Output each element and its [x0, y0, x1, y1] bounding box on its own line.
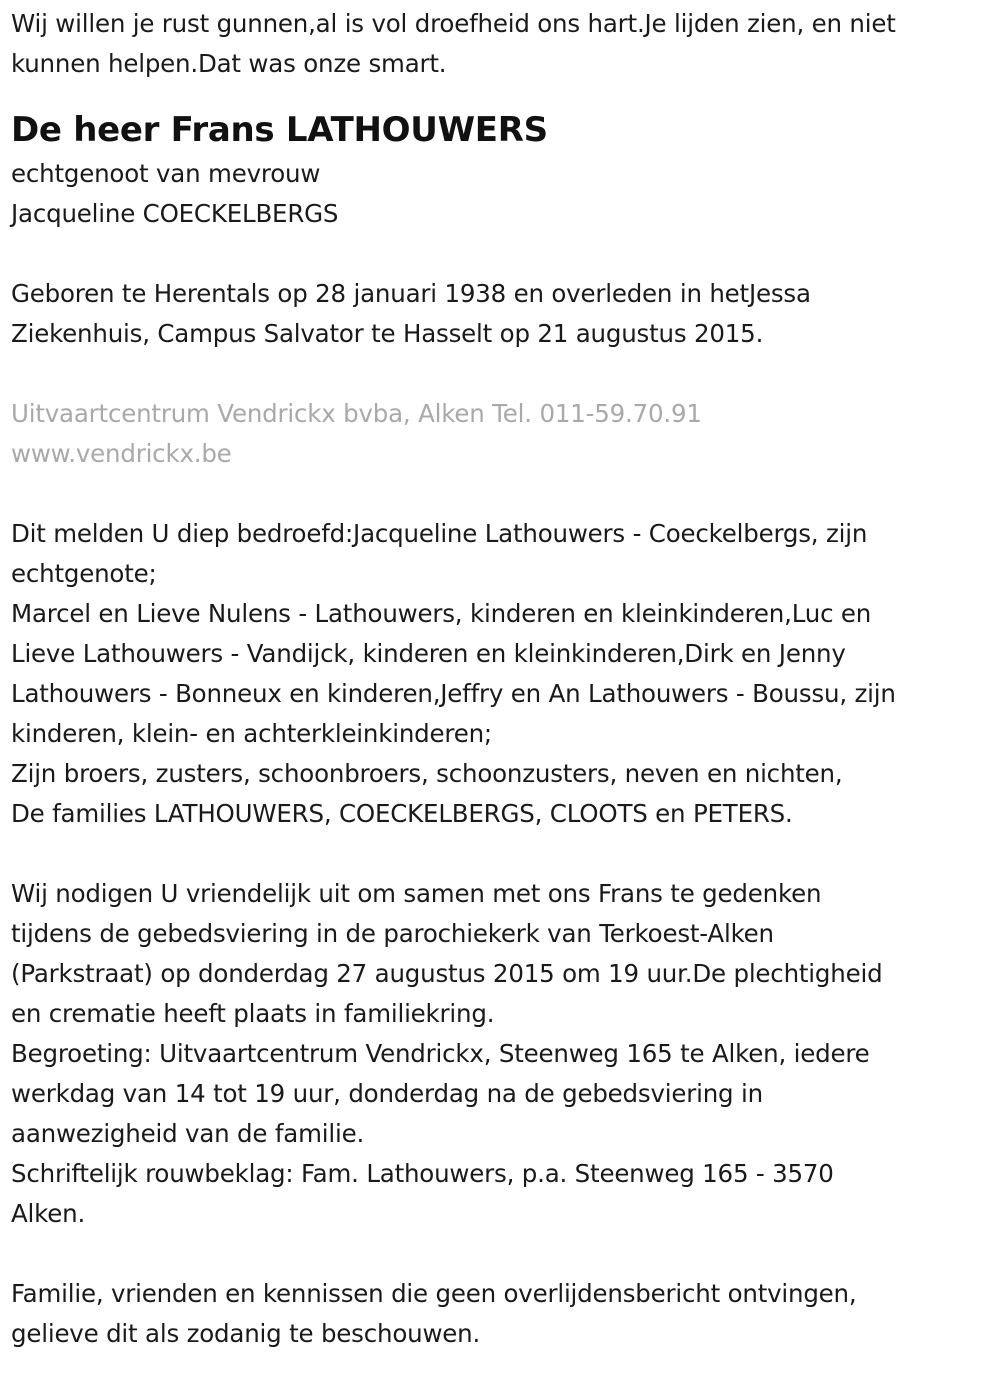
announcement-line: Lieve Lathouwers - Vandijck, kinderen en kleinkinderen,Dirk en Jenny [11, 639, 846, 668]
intro-line: kunnen helpen.Dat was onze smart. [11, 49, 447, 78]
intro-verse [11, 4, 993, 84]
spouse-line: echtgenoot van mevrouw [11, 159, 321, 188]
announcement-line: Marcel en Lieve Nulens - Lathouwers, kinderen en kleinkinderen,Luc en [11, 599, 872, 628]
ceremony-line: Alken. [11, 1199, 86, 1228]
ceremony-line: en crematie heeft plaats in familiekring. [11, 999, 495, 1028]
ceremony-details [11, 874, 993, 1234]
spacer [11, 1234, 993, 1274]
spacer [11, 234, 993, 274]
spacer [11, 834, 993, 874]
obituary-notice [11, 4, 993, 1354]
closing-line: Familie, vrienden en kennissen die geen overlijdensbericht ontvingen, [11, 1279, 857, 1308]
announcement-line: Dit melden U diep bedroefd:Jacqueline Lathouwers - Coeckelbergs, zijn [11, 519, 868, 548]
spacer [11, 354, 993, 394]
funeral-home-line: Uitvaartcentrum Vendrickx bvba, Alken Tel. 011-59.70.91 [11, 399, 702, 428]
closing-line: gelieve dit als zodanig te beschouwen. [11, 1319, 481, 1348]
funeral-home-info [11, 394, 993, 474]
intro-line: Wij willen je rust gunnen,al is vol droefheid ons hart.Je lijden zien, en niet [11, 9, 896, 38]
announcement-line: kinderen, klein- en achterkleinkinderen; [11, 719, 492, 748]
birth-death-line: Geboren te Herentals op 28 januari 1938 en overleden in hetJessa [11, 279, 811, 308]
deceased-name: De heer Frans LATHOUWERS [11, 110, 548, 150]
ceremony-line: Schriftelijk rouwbeklag: Fam. Lathouwers, p.a. Steenweg 165 - 3570 [11, 1159, 834, 1188]
ceremony-line: tijdens de gebedsviering in de parochiekerk van Terkoest-Alken [11, 919, 774, 948]
ceremony-line: Begroeting: Uitvaartcentrum Vendrickx, Steenweg 165 te Alken, iedere [11, 1039, 870, 1068]
ceremony-line: werkdag van 14 tot 19 uur, donderdag na de gebedsviering in [11, 1079, 763, 1108]
spacer [11, 474, 993, 514]
birth-death-line: Ziekenhuis, Campus Salvator te Hasselt op 21 augustus 2015. [11, 319, 764, 348]
closing-note [11, 1274, 993, 1354]
ceremony-line: aanwezigheid van de familie. [11, 1119, 365, 1148]
ceremony-line: Wij nodigen U vriendelijk uit om samen met ons Frans te gedenken [11, 879, 822, 908]
announcement-line: Lathouwers - Bonneux en kinderen,Jeffry en An Lathouwers - Boussu, zijn [11, 679, 896, 708]
spouse-info [11, 154, 993, 234]
announcement-line: echtgenote; [11, 559, 157, 588]
announcement-line: Zijn broers, zusters, schoonbroers, schoonzusters, neven en nichten, [11, 759, 843, 788]
funeral-home-website[interactable]: www.vendrickx.be [11, 439, 232, 468]
ceremony-line: (Parkstraat) op donderdag 27 augustus 2015 om 19 uur.De plechtigheid [11, 959, 883, 988]
family-announcement [11, 514, 993, 834]
spouse-line: Jacqueline COECKELBERGS [11, 199, 339, 228]
birth-death-info [11, 274, 993, 354]
announcement-line: De families LATHOUWERS, COECKELBERGS, CLOOTS en PETERS. [11, 799, 793, 828]
